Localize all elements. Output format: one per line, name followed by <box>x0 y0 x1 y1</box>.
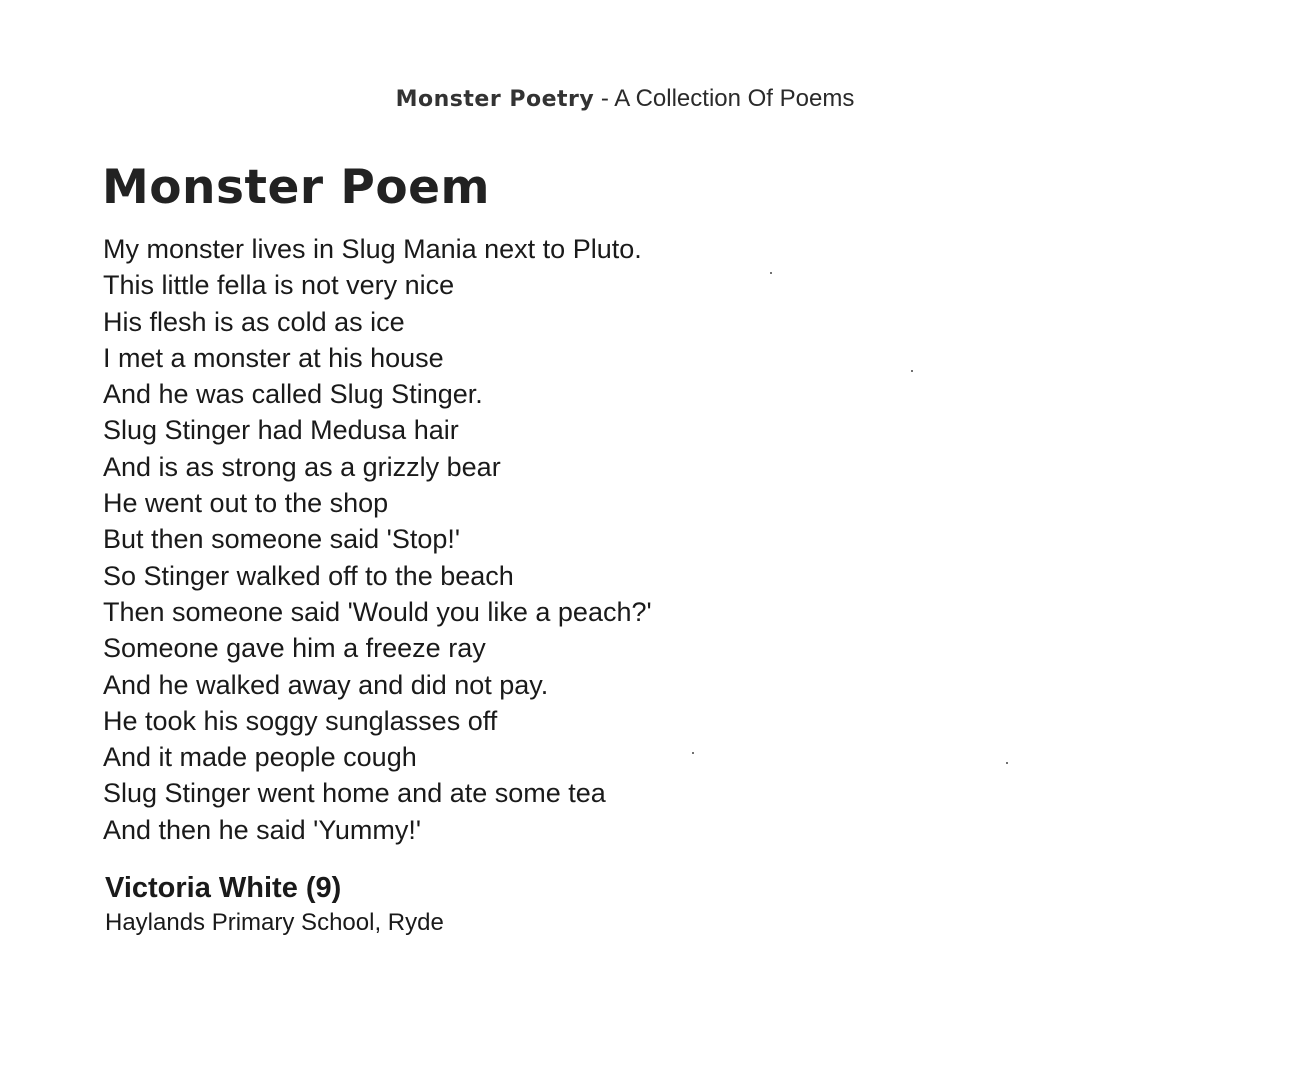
scan-speck <box>911 370 913 372</box>
poem-line: He went out to the shop <box>103 488 389 519</box>
poem-line: I met a monster at his house <box>103 342 444 373</box>
poem-line: Someone gave him a freeze ray <box>103 633 486 664</box>
scan-speck <box>1006 762 1008 764</box>
poem-line: And he walked away and did not pay. <box>103 669 549 700</box>
series-title: Monster Poetry <box>395 87 595 112</box>
poem-line: Then someone said 'Would you like a peach?' <box>103 596 652 627</box>
scan-speck <box>692 752 694 754</box>
poem-line: So Stinger walked off to the beach <box>103 560 514 591</box>
poem-line: Slug Stinger had Medusa hair <box>103 415 459 446</box>
poem-line: And it made people cough <box>103 742 417 773</box>
poem-body <box>103 231 652 848</box>
poem-title: Monster Poem <box>102 160 490 215</box>
poem-line: And then he said 'Yummy!' <box>103 814 421 845</box>
poem-line: His flesh is as cold as ice <box>103 306 405 337</box>
scan-speck <box>770 272 772 274</box>
poem-line: Slug Stinger went home and ate some tea <box>103 778 606 809</box>
poem-line: But then someone said 'Stop!' <box>103 524 461 555</box>
author-school: Haylands Primary School, Ryde <box>105 909 444 936</box>
poem-author: Victoria White (9) <box>105 872 342 904</box>
poem-line: My monster lives in Slug Mania next to Pluto. <box>103 234 642 264</box>
poem-line: And he was called Slug Stinger. <box>103 379 483 410</box>
running-header <box>0 84 1250 115</box>
poem-line: And is as strong as a grizzly bear <box>103 451 501 482</box>
poem-line: This little fella is not very nice <box>103 270 455 301</box>
series-subtitle: A Collection Of Poems <box>614 85 855 112</box>
header-separator: - <box>594 85 615 112</box>
poem-line: He took his soggy sunglasses off <box>103 705 498 736</box>
